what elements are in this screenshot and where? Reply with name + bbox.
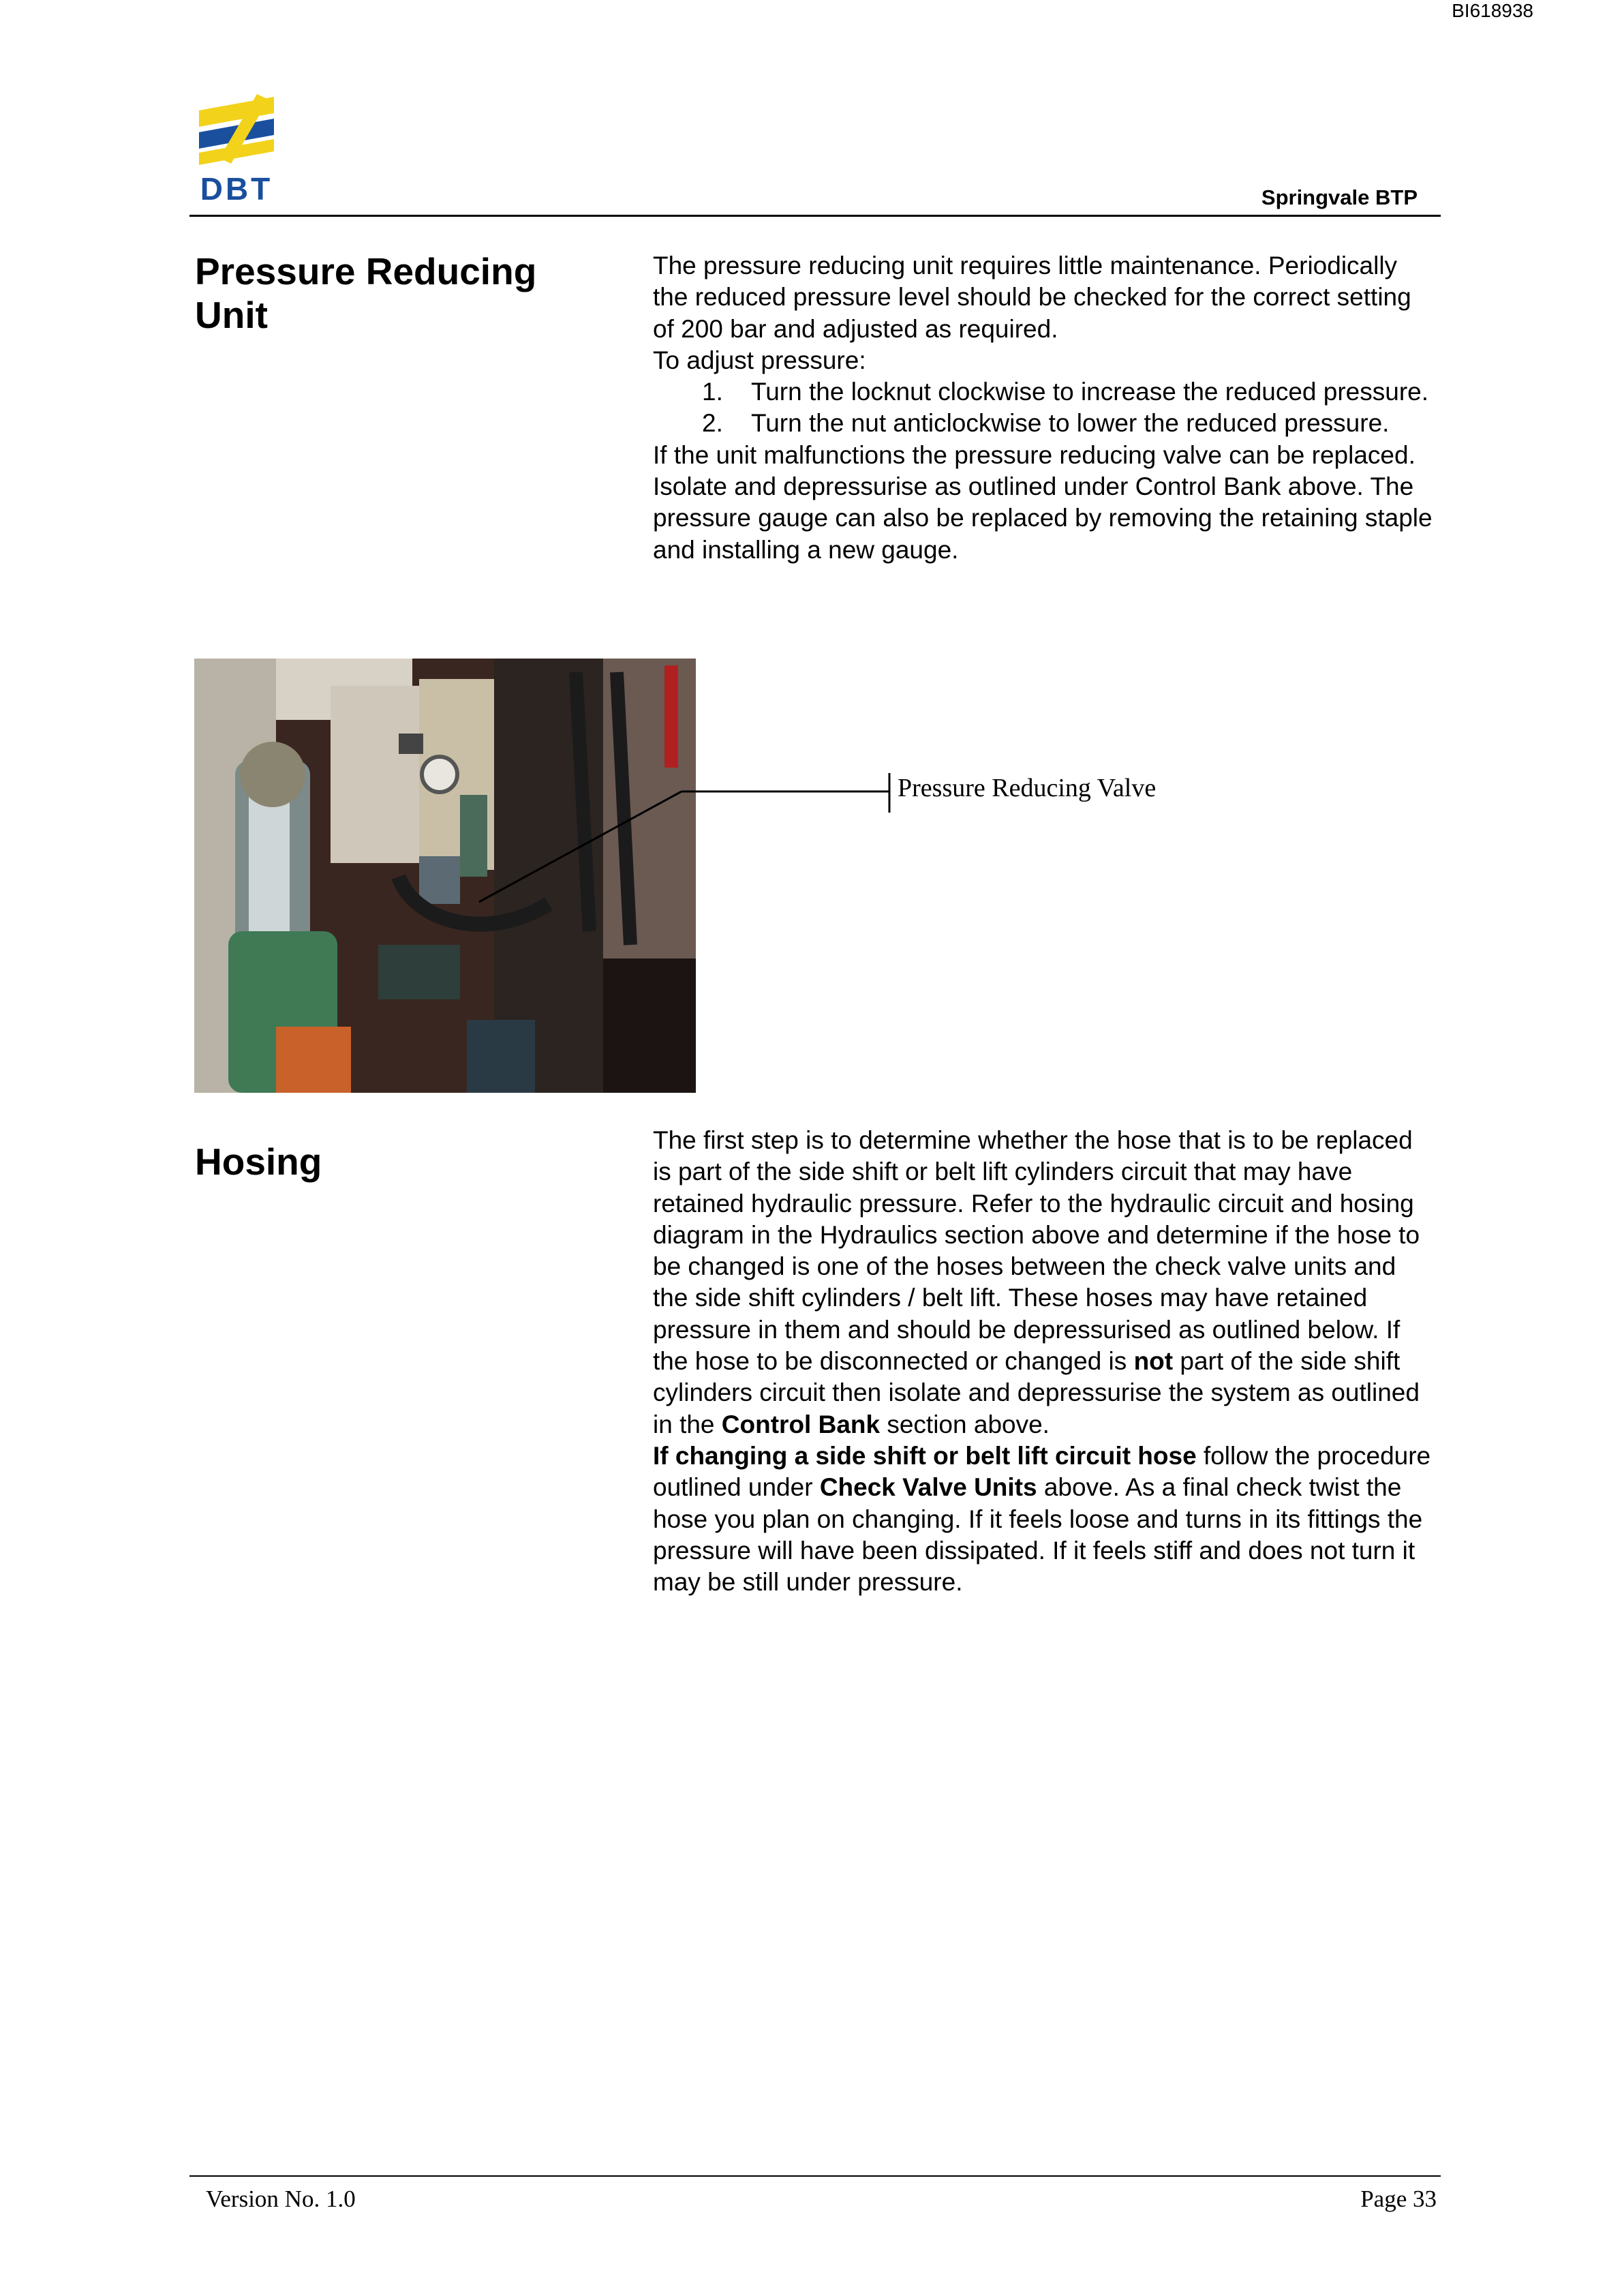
footer-divider xyxy=(189,2175,1441,2177)
section-title-hosing: Hosing xyxy=(195,1141,322,1183)
document-id: BI618938 xyxy=(1452,0,1533,21)
dbt-logo xyxy=(192,90,281,213)
adjust-steps-list xyxy=(653,376,1437,440)
list-item: 2. Turn the nut anticlockwise to lower the reduced pressure. xyxy=(702,409,1390,438)
site-name: Springvale BTP xyxy=(1261,185,1418,209)
section-body-hosing xyxy=(653,1125,1437,1598)
logo-mark-icon xyxy=(192,90,281,172)
footer-version: Version No. 1.0 xyxy=(206,2186,356,2212)
footer-page-number: Page 33 xyxy=(1360,2186,1437,2212)
pressure-reducing-unit-photo xyxy=(194,659,696,1093)
logo-text: DBT xyxy=(200,171,273,207)
list-item: 1. Turn the locknut clockwise to increase the reduced pressure. xyxy=(702,378,1429,406)
section-title-pressure-reducing-unit: Pressure Reducing Unit xyxy=(195,250,537,336)
paragraph-hosing-2: If changing a side shift or belt lift circuit hose follow the procedure outlined under Check Valve Units above. As a final check twist the hose you plan on changing. If it feels loose and turns in its fittings the pressure will have been dissipated. If it feels stiff and does not turn it may be still under pressure. xyxy=(653,1441,1431,1597)
paragraph-closing: If the unit malfunctions the pressure reducing valve can be replaced. Isolate and depressurise as outlined under Control Bank above. The pressure gauge can also be replaced by removing the retaining staple and installing a new gauge. xyxy=(653,440,1433,564)
paragraph-hosing-1: The first step is to determine whether the hose that is to be replaced is part of the side shift or belt lift cylinders circuit that may have retained hydraulic pressure. Refer to the hydraulic circuit and hosing diagram in the Hydraulics section above and determine if the hose to be changed is one of the hoses between the check valve units and the side shift cylinders / belt lift. These hoses may have retained pressure in them and should be depressurised as outlined below. If the hose to be disconnected or changed is not part of the side shift cylinders circuit then isolate and depressurise the system as outlined in the Control Bank section above. xyxy=(653,1126,1420,1438)
header-divider xyxy=(189,215,1441,217)
paragraph-intro: The pressure reducing unit requires little maintenance. Periodically the reduced pressure level should be checked for the correct setting of 200 bar and adjusted as required. xyxy=(653,252,1411,343)
section-body-pressure-reducing-unit xyxy=(653,250,1437,566)
paragraph-adjust-label: To adjust pressure: xyxy=(653,346,866,374)
callout-pressure-reducing-valve: Pressure Reducing Valve xyxy=(898,774,1157,802)
